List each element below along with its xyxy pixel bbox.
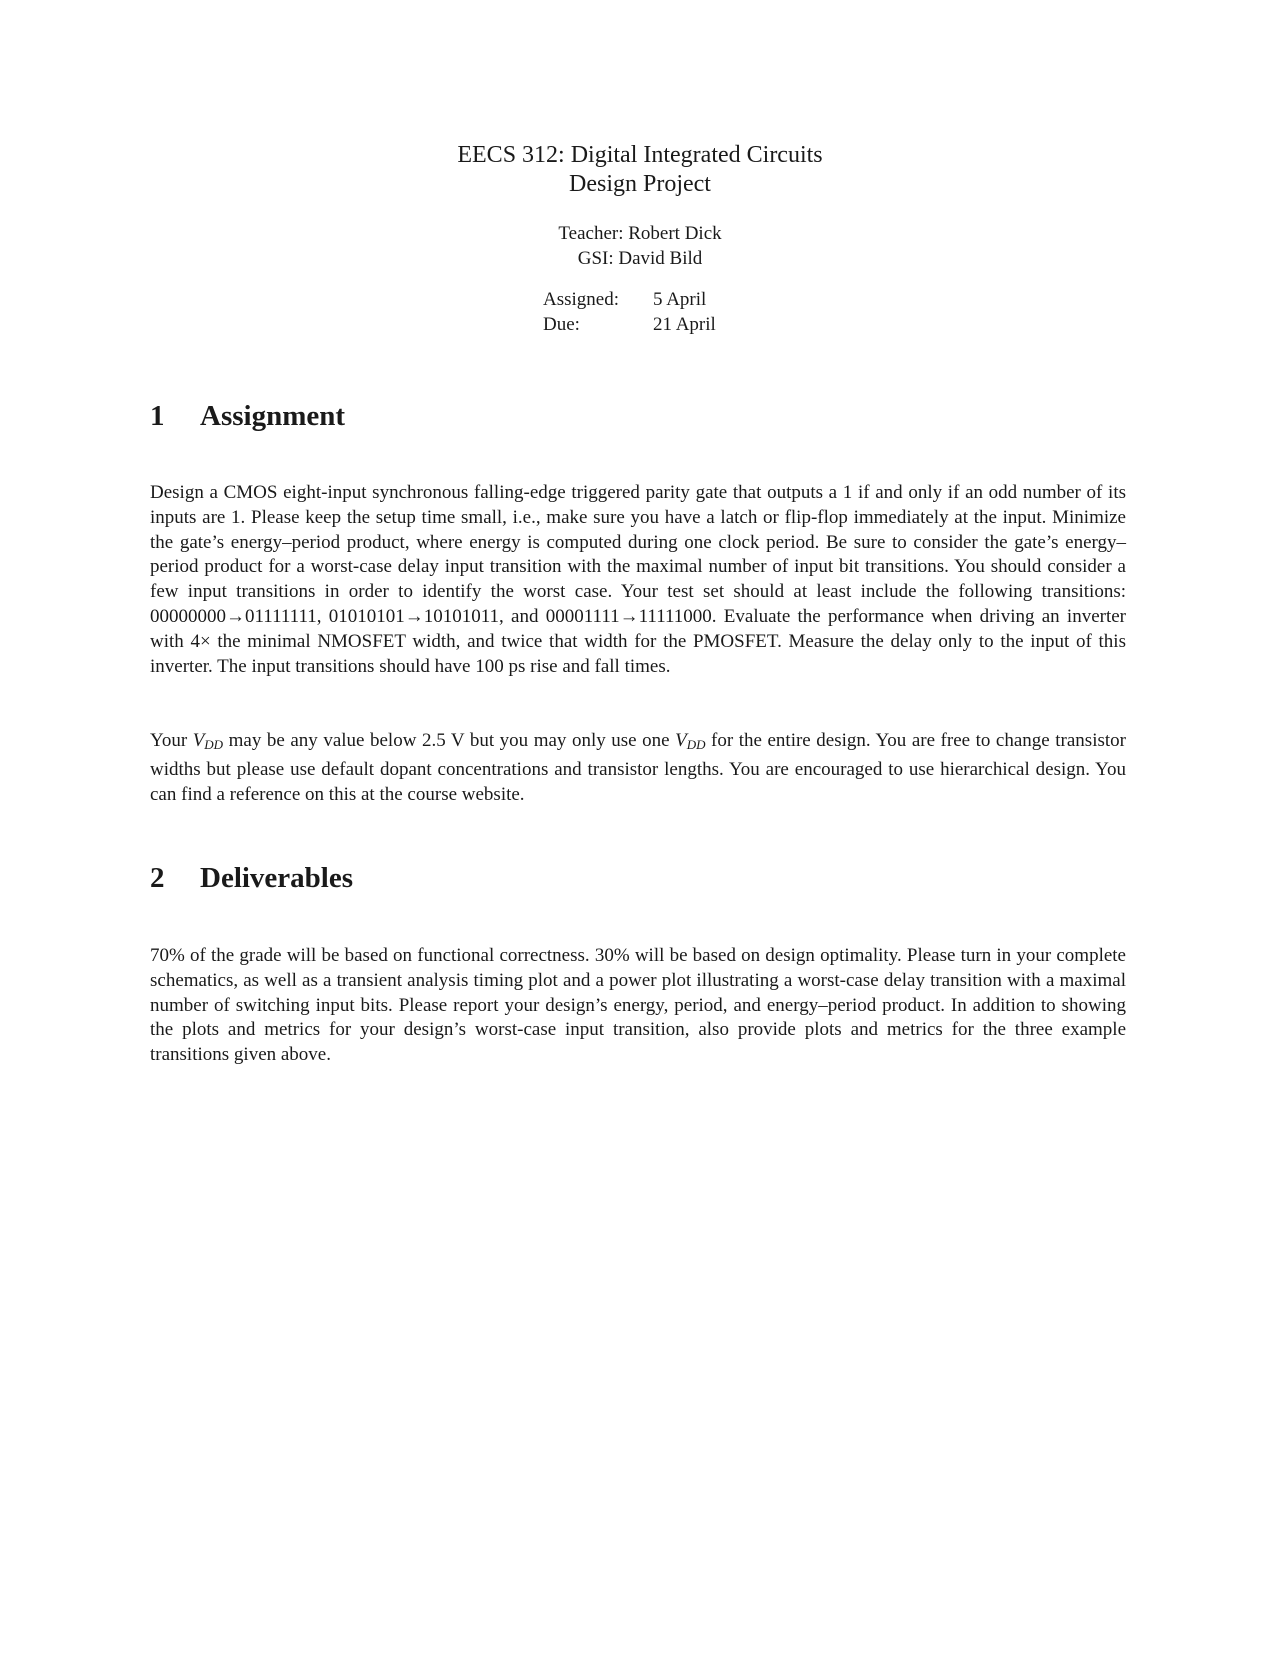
due-row — [543, 312, 716, 337]
paragraph-text — [150, 729, 1126, 807]
vdd-symbol — [193, 730, 223, 751]
title-block — [0, 141, 1280, 199]
vdd-subscript: DD — [686, 737, 706, 752]
paragraph-text: 70% of the grade will be based on functional correctness. 30% will be based on design optimality. Please turn in your complete schematics, as well as a transient analysis timing plot and a power plot illustrating a worst-case delay transition with a maximal number of switching input bits. Please report your design’s energy, period, and energy–period product. In addition to showing the plots and metrics for your design’s worst-case input transition, also provide plots and metrics for the three example transitions given above. — [150, 945, 1126, 1066]
paragraph-text: Design a CMOS eight-input synchronous falling-edge triggered parity gate that outputs a 1 if and only if an odd number of its inputs are 1. Please keep the setup time small, i.e., make sure you have a latch or flip-flop immediately at the input. Minimize the gate’s energy–period product, where energy is computed during one clock period. Be sure to consider the gate’s energy–period product for a worst-case delay input transition with the maximal number of input bit transitions. You should consider a few input transitions in order to identify the worst case. Your test set should at least include the following transitions: 00000000→01111111, 01010101→10101011, and 00001111→11111000. Evaluate the performance when driving an inverter with 4× the minimal NMOSFET width, and twice that width for the PMOSFET. Measure the delay only to the input of this inverter. The input transitions should have 100 ps rise and fall times. — [150, 482, 1126, 677]
dates-table — [543, 287, 716, 337]
assigned-label: Assigned: — [543, 289, 619, 310]
course-title: EECS 312: Digital Integrated Circuits — [457, 142, 823, 168]
due-label: Due: — [543, 314, 580, 335]
teacher-line: Teacher: Robert Dick — [558, 223, 722, 244]
due-value: 21 April — [653, 314, 716, 335]
section-title: Assignment — [200, 400, 346, 432]
vdd-letter: V — [192, 730, 205, 751]
people-block — [0, 221, 1280, 271]
section-heading-assignment — [150, 400, 345, 433]
vdd-subscript: DD — [204, 737, 224, 752]
text-run: Your — [150, 730, 193, 751]
vdd-letter: V — [675, 730, 687, 751]
document-title: Design Project — [569, 171, 711, 197]
deliverables-paragraph — [150, 944, 1126, 1068]
section-title: Deliverables — [200, 862, 354, 894]
assigned-value: 5 April — [653, 289, 707, 310]
section-number: 2 — [150, 862, 165, 894]
vdd-symbol — [675, 730, 705, 751]
assignment-paragraph-2 — [150, 729, 1126, 807]
assigned-row — [543, 287, 716, 312]
section-heading-deliverables — [150, 862, 353, 895]
gsi-line: GSI: David Bild — [577, 248, 703, 269]
text-run: may be any value below 2.5 V but you may only use one — [223, 730, 676, 751]
assignment-paragraph-1 — [150, 481, 1126, 679]
text-run: for the entire design. You are free to change transistor widths but please use default dopant concentrations and transistor lengths. You are encouraged to use hierarchical design. You can find a reference on this at the course website. — [150, 730, 1126, 805]
section-number: 1 — [150, 400, 165, 432]
